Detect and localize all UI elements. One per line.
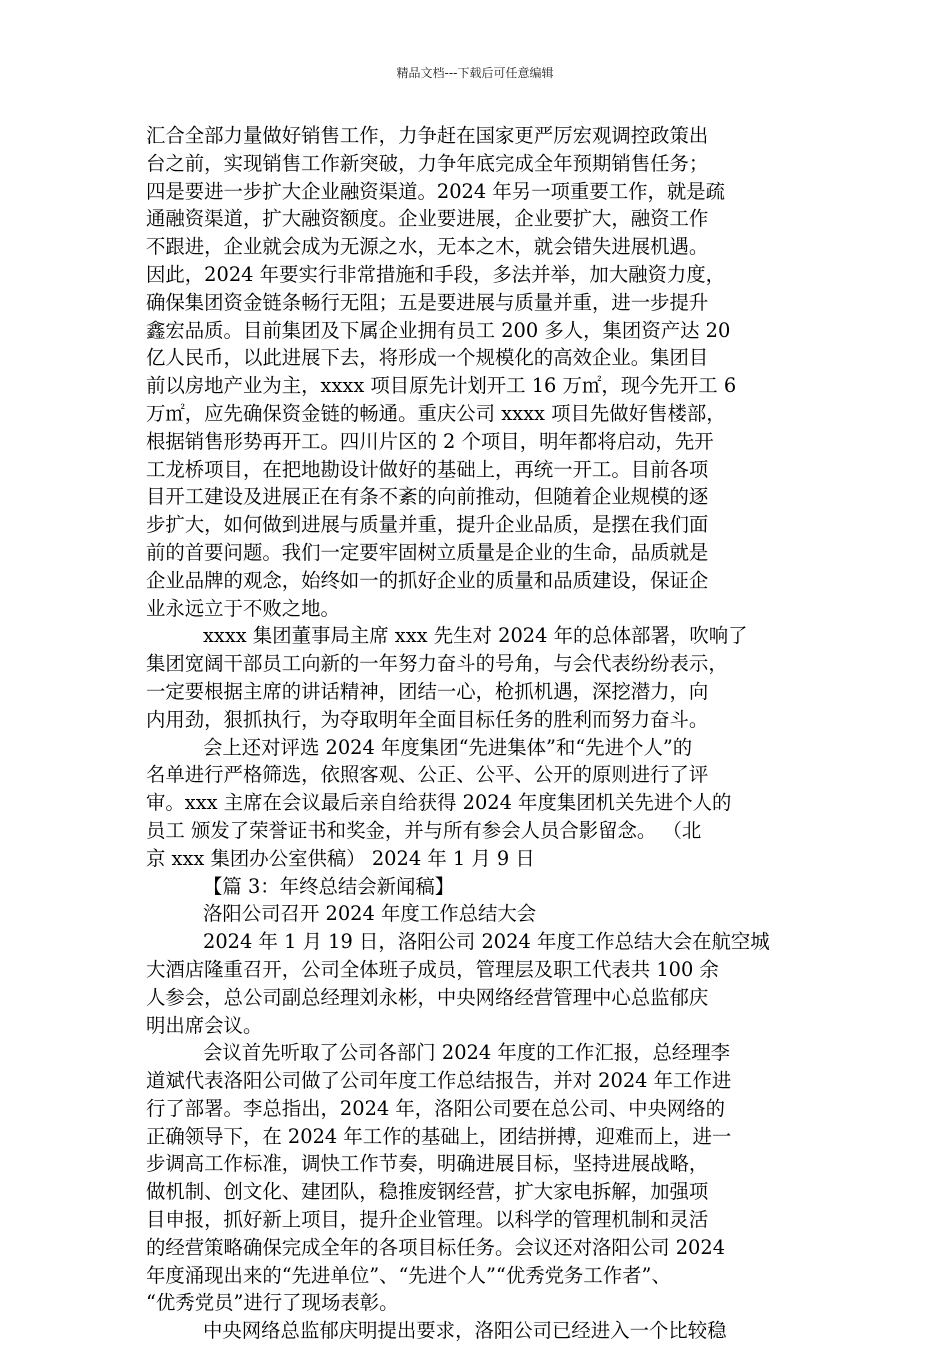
text-line: 内用劲，狠抓执行，为夺取明年全面目标任务的胜利而努力奋斗。 <box>146 707 709 731</box>
text-line: 会上还对评选 2024 年度集团“先进集体”和“先进个人”的 <box>203 735 693 759</box>
text-line: 年度涌现出来的“先进单位”、“先进个人”“优秀党务工作者”、 <box>146 1263 671 1287</box>
text-line: 一定要根据主席的讲话精神，团结一心，枪抓机遇，深挖潜力，向 <box>146 679 709 703</box>
text-line: 步扩大，如何做到进展与质量并重，提升企业品质，是摆在我们面 <box>146 513 709 537</box>
text-line: 目开工建设及进展正在有条不紊的向前推动，但随着企业规模的逐 <box>146 485 709 509</box>
text-line: 做机制、创文化、建团队，稳推废钢经营，扩大家电拆解，加强项 <box>146 1180 709 1204</box>
text-line: 【篇 3：年终总结会新闻稿】 <box>203 874 455 898</box>
paragraph <box>146 1317 814 1345</box>
text-line: 工龙桥项目，在把地勘设计做好的基础上，再统一开工。目前各项 <box>146 457 709 481</box>
text-line: 正确领导下，在 2024 年工作的基础上，团结拼搏，迎难而上，进一 <box>146 1124 732 1148</box>
text-line: 四是要进一步扩大企业融资渠道。2024 年另一项重要工作，就是疏 <box>146 179 726 203</box>
text-line: 员工 颁发了荣誉证书和奖金，并与所有参会人员合影留念。 （北 <box>146 818 702 842</box>
paragraph <box>146 900 814 928</box>
text-line: 前的首要问题。我们一定要牢固树立质量是企业的生命，品质就是 <box>146 540 709 564</box>
text-line: 审。xxx 主席在会议最后亲自给获得 2024 年度集团机关先进个人的 <box>146 791 732 815</box>
text-line: 不跟进，企业就会成为无源之水，无本之木，就会错失进展机遇。 <box>146 235 709 259</box>
text-line: 确保集团资金链条畅行无阻；五是要进展与质量并重，进一步提升 <box>146 290 709 314</box>
text-line: 前以房地产业为主，xxxx 项目原先计划开工 16 万㎡，现今先开工 6 <box>146 374 737 398</box>
paragraph <box>146 122 814 622</box>
text-line: 名单进行严格筛选，依照客观、公正、公平、公开的原则进行了评 <box>146 763 709 787</box>
text-line: 鑫宏品质。目前集团及下属企业拥有员工 200 多人，集团资产达 20 <box>146 318 731 342</box>
paragraph <box>146 1039 814 1317</box>
text-line: 集团宽阔干部员工向新的一年努力奋斗的号角，与会代表纷纷表示， <box>146 652 728 676</box>
text-line: 企业品牌的观念，始终如一的抓好企业的质量和品质建设，保证企 <box>146 568 709 592</box>
text-line: 中央网络总监郁庆明提出要求，洛阳公司已经进入一个比较稳 <box>203 1319 727 1343</box>
paragraph <box>146 928 814 1039</box>
text-line: 2024 年 1 月 19 日，洛阳公司 2024 年度工作总结大会在航空城 <box>203 930 770 954</box>
text-line: 亿人民币，以此进展下去，将形成一个规模化的高效企业。集团目 <box>146 346 709 370</box>
paragraph <box>146 734 814 873</box>
text-line: 会议首先听取了公司各部门 2024 年度的工作汇报，总经理李 <box>203 1041 731 1065</box>
text-line: 目申报，抓好新上项目，提升企业管理。以科学的管理机制和灵活 <box>146 1208 709 1232</box>
document-body <box>146 122 814 1345</box>
text-line: 步调高工作标准，调快工作节奏，明确进展目标，坚持进展战略， <box>146 1152 709 1176</box>
text-line: 通融资渠道，扩大融资额度。企业要进展，企业要扩大，融资工作 <box>146 207 709 231</box>
text-line: 业永远立于不败之地。 <box>146 596 340 620</box>
text-line: 行了部署。李总指出，2024 年，洛阳公司要在总公司、中央网络的 <box>146 1096 726 1120</box>
text-line: 台之前，实现销售工作新突破，力争年底完成全年预期销售任务； <box>146 151 709 175</box>
text-line: 人参会，总公司副总经理刘永彬，中央网络经营管理中心总监郁庆 <box>146 985 709 1009</box>
text-line: 的经营策略确保完成全年的各项目标任务。会议还对洛阳公司 2024 <box>146 1235 726 1259</box>
paragraph <box>146 622 814 733</box>
page-header: 精品文档---下载后可任意编辑 <box>396 66 554 80</box>
text-line: 根据销售形势再开工。四川片区的 2 个项目，明年都将启动，先开 <box>146 429 714 453</box>
text-line: 大酒店隆重召开，公司全体班子成员，管理层及职工代表共 100 余 <box>146 957 719 981</box>
text-line: 明出席会议。 <box>146 1013 263 1037</box>
text-line: xxxx 集团董事局主席 xxx 先生对 2024 年的总体部署，吹响了 <box>203 624 748 648</box>
text-line: 因此，2024 年要实行非常措施和手段，多法并举，加大融资力度， <box>146 262 726 286</box>
text-line: 万㎡，应先确保资金链的畅通。重庆公司 xxxx 项目先做好售楼部， <box>146 401 726 425</box>
paragraph <box>146 873 814 901</box>
text-line: 道斌代表洛阳公司做了公司年度工作总结报告，并对 2024 年工作进 <box>146 1069 732 1093</box>
text-line: 京 xxx 集团办公室供稿） 2024 年 1 月 9 日 <box>146 846 535 870</box>
text-line: “优秀党员”进行了现场表彰。 <box>146 1291 399 1315</box>
text-line: 汇合全部力量做好销售工作，力争赶在国家更严厉宏观调控政策出 <box>146 124 709 147</box>
text-line: 洛阳公司召开 2024 年度工作总结大会 <box>203 902 537 926</box>
